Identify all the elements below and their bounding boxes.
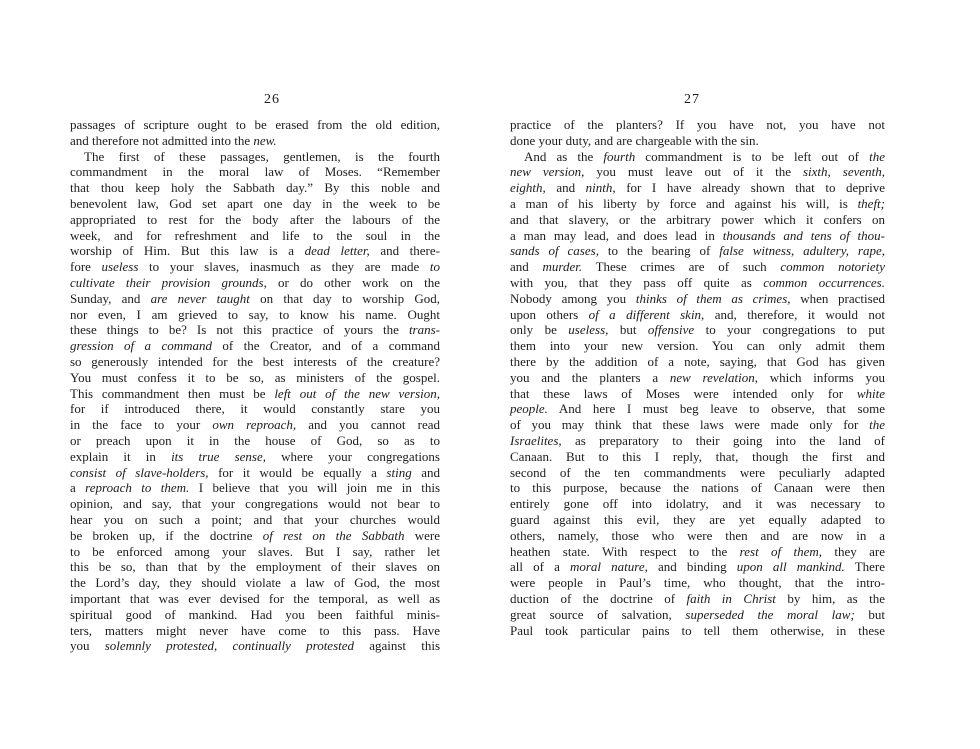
italic-text: thousands and tens of thou- xyxy=(722,227,885,243)
body-text: of the Creator, and of a command xyxy=(212,338,440,354)
italic-text: false witness, adultery, rape, xyxy=(719,243,885,259)
body-text: Paul took particular pains to tell them otherwise, in these xyxy=(510,622,885,638)
body-text: important that was ever devised for the temporal, as well as xyxy=(70,590,440,606)
body-text: to your slaves, inasmuch as they are made xyxy=(138,259,430,275)
text-line xyxy=(510,496,885,512)
text-line xyxy=(70,480,440,496)
body-text: The first of these passages, gentlemen, is the fourth xyxy=(84,148,440,164)
body-text: for if introduced there, it would constantly stare you xyxy=(70,401,440,417)
text-line xyxy=(510,386,885,402)
body-text: hear you on such a point; and that your churches would xyxy=(70,511,440,527)
text-line xyxy=(510,591,885,607)
text-line xyxy=(70,386,440,402)
text-line xyxy=(70,433,440,449)
body-text: ters, matters might never have come to this pass. Have xyxy=(70,622,440,638)
body-text: of you may think that these laws were made only for xyxy=(510,417,870,433)
italic-text: are never taught xyxy=(150,290,250,306)
body-text: were people in Paul’s time, who thought, that the intro- xyxy=(510,575,885,591)
body-text: explain it in xyxy=(70,448,172,464)
body-text: and xyxy=(510,259,543,275)
body-text: in the face to your xyxy=(70,417,213,433)
italic-text: of rest on the Sabbath xyxy=(262,527,405,543)
body-text: I believe that you will join me in this xyxy=(189,480,441,496)
text-line xyxy=(70,370,440,386)
text-line xyxy=(510,512,885,528)
body-text: but xyxy=(608,322,648,338)
body-text: or preach upon it in the house of God, so as to xyxy=(70,432,440,448)
body-text: And as the xyxy=(524,148,604,164)
body-text: when practised xyxy=(790,290,885,306)
body-text: to your congregations to put xyxy=(694,322,885,338)
italic-text: fourth xyxy=(603,148,636,164)
body-text: for it would be equally a xyxy=(208,464,387,480)
italic-text: white xyxy=(856,385,885,401)
text-line xyxy=(70,559,440,575)
body-text: and you cannot read xyxy=(296,417,440,433)
italic-text: of a different skin, xyxy=(588,306,705,322)
body-text: you must leave out of it the xyxy=(584,164,803,180)
body-text: on that day to worship God, xyxy=(249,290,440,306)
body-text: all of a xyxy=(510,559,570,575)
italic-text: common notoriety xyxy=(780,259,885,275)
italic-text: the xyxy=(869,148,885,164)
text-line xyxy=(70,338,440,354)
body-text: duction of the doctrine of xyxy=(510,590,687,606)
italic-text: to xyxy=(429,259,441,275)
text-line xyxy=(70,149,440,165)
body-text: opinion, and say, that your congregations would not bear to xyxy=(70,496,440,512)
text-line xyxy=(510,228,885,244)
text-line xyxy=(70,607,440,623)
page-text xyxy=(510,117,885,638)
text-line xyxy=(70,196,440,212)
text-line xyxy=(510,322,885,338)
body-text: that thou keep holy the Sabbath day.” By this noble and xyxy=(70,180,440,196)
text-line xyxy=(510,528,885,544)
text-line xyxy=(70,449,440,465)
body-text: and there- xyxy=(369,243,440,259)
italic-text: common occurrences. xyxy=(763,274,885,290)
text-line xyxy=(510,275,885,291)
page-number: 26 xyxy=(264,92,280,107)
italic-text: new version, xyxy=(510,164,585,180)
body-text: only be xyxy=(510,322,569,338)
text-line xyxy=(70,307,440,323)
body-text: great source of salvation, xyxy=(510,606,686,622)
text-line xyxy=(510,449,885,465)
body-text: upon others xyxy=(510,306,589,322)
italic-text: cultivate their provision grounds, xyxy=(70,274,267,290)
text-line xyxy=(510,433,885,449)
italic-text: eighth, xyxy=(510,180,546,196)
body-text: this be so, than that by the employment of their slaves on xyxy=(70,559,440,575)
text-line xyxy=(510,243,885,259)
italic-text: gression of a command xyxy=(70,338,212,354)
text-line xyxy=(70,623,440,639)
body-text: and xyxy=(545,180,586,196)
body-text: to the bearing of xyxy=(598,243,720,259)
text-line xyxy=(70,544,440,560)
body-text: done your duty, and are chargeable with the sin. xyxy=(510,132,759,148)
text-line xyxy=(510,117,885,133)
body-text: Sunday, and xyxy=(70,290,151,306)
body-text: to this purpose, because the nations of Canaan were then xyxy=(510,480,885,496)
text-line xyxy=(70,212,440,228)
text-line xyxy=(510,623,885,639)
body-text: against this xyxy=(354,638,441,654)
text-line xyxy=(510,417,885,433)
italic-text: sixth, seventh, xyxy=(802,164,885,180)
text-line xyxy=(70,512,440,528)
italic-text: rest of them, xyxy=(739,543,823,559)
body-text: commandment in the moral law of Moses. “Remember xyxy=(70,164,440,180)
italic-text: useless xyxy=(101,259,139,275)
body-text: and binding xyxy=(647,559,737,575)
text-line xyxy=(510,559,885,575)
italic-text: reproach to them. xyxy=(85,480,190,496)
italic-text: its true sense, xyxy=(171,448,267,464)
text-line xyxy=(510,401,885,417)
italic-text: sands of cases, xyxy=(510,243,599,259)
body-text: the Lord’s day, they should violate a law of God, the most xyxy=(70,575,440,591)
italic-text: trans- xyxy=(408,322,440,338)
body-text: a man of his liberty by force and against his will, is xyxy=(510,195,858,211)
text-line xyxy=(510,259,885,275)
body-text: week, and for refreshment and life to the soul in the xyxy=(70,227,440,243)
italic-text: own reproach, xyxy=(212,417,297,433)
text-line xyxy=(70,228,440,244)
italic-text: new revelation, xyxy=(669,369,759,385)
body-text: a xyxy=(70,480,86,496)
body-text: heathen state. With respect to the xyxy=(510,543,740,559)
body-text: fore xyxy=(70,259,102,275)
text-line xyxy=(510,465,885,481)
body-text: You must confess it to be so, as ministers of the gospel. xyxy=(70,369,440,385)
text-line xyxy=(510,133,885,149)
italic-text: ninth, xyxy=(585,180,616,196)
body-text: and therefore not admitted into the xyxy=(70,132,254,148)
italic-text: sting xyxy=(386,464,412,480)
body-text: Canaan. But to this I reply, that, though the first and xyxy=(510,448,885,464)
text-line xyxy=(70,417,440,433)
text-line xyxy=(70,117,440,133)
italic-text: the xyxy=(869,417,885,433)
body-text: and xyxy=(411,464,440,480)
body-text: these things to be? Is not this practice of yours the xyxy=(70,322,409,338)
italic-text: useless, xyxy=(568,322,609,338)
text-line xyxy=(510,180,885,196)
body-text: and that slavery, or the arbitrary power which it confers on xyxy=(510,211,885,227)
body-text: and, therefore, it would not xyxy=(704,306,885,322)
text-line xyxy=(510,338,885,354)
text-line xyxy=(510,575,885,591)
body-text: second of the ten commandments were peculiarly adapted xyxy=(510,464,885,480)
body-text: practice of the planters? If you have not, you have not xyxy=(510,117,885,132)
body-text: a man may lead, and does lead in xyxy=(510,227,723,243)
text-line xyxy=(510,307,885,323)
text-line xyxy=(70,496,440,512)
text-line xyxy=(70,322,440,338)
text-line xyxy=(510,480,885,496)
text-line xyxy=(70,243,440,259)
body-text: with you, that they pass off quite as xyxy=(510,274,764,290)
italic-text: moral nature, xyxy=(569,559,648,575)
body-text: but xyxy=(854,606,886,622)
text-line xyxy=(510,149,885,165)
body-text: you xyxy=(70,638,105,654)
italic-text: faith in Christ xyxy=(686,590,776,606)
italic-text: theft; xyxy=(857,195,885,211)
body-text: were xyxy=(404,527,441,543)
italic-text: Israelites, xyxy=(510,432,562,448)
italic-text: thinks of them as crimes, xyxy=(635,290,791,306)
body-text: commandment is to be left out of xyxy=(635,148,870,164)
text-line xyxy=(70,275,440,291)
text-line xyxy=(70,133,440,149)
text-line xyxy=(510,212,885,228)
italic-text: superseded the moral law; xyxy=(685,606,855,622)
body-text: passages of scripture ought to be erased from the old edition, xyxy=(70,117,440,132)
italic-text: people. xyxy=(510,401,548,417)
text-line xyxy=(70,164,440,180)
page-text xyxy=(70,117,440,654)
text-line xyxy=(510,354,885,370)
body-text: worship of Him. But this law is a xyxy=(70,243,305,259)
text-line xyxy=(510,544,885,560)
text-line xyxy=(70,638,440,654)
body-text: guard against this evil, they are yet equally adapted to xyxy=(510,511,885,527)
body-text: There xyxy=(844,559,886,575)
text-line xyxy=(70,575,440,591)
text-line xyxy=(510,370,885,386)
body-text: that these laws of Moses were intended only for xyxy=(510,385,857,401)
text-line xyxy=(70,180,440,196)
text-line xyxy=(70,259,440,275)
text-line xyxy=(70,591,440,607)
body-text: where your congregations xyxy=(266,448,440,464)
italic-text: solemnly protested, continually protested xyxy=(104,638,355,654)
body-text: for I have already shown that to deprive xyxy=(615,180,885,196)
body-text: them into your new version. You can only admit them xyxy=(510,338,885,354)
italic-text: offensive xyxy=(647,322,695,338)
text-line xyxy=(510,164,885,180)
italic-text: new. xyxy=(253,132,277,148)
italic-text: upon all mankind. xyxy=(736,559,845,575)
body-text: nor even, I am grieved to say, to know his name. Ought xyxy=(70,306,440,322)
text-line xyxy=(510,607,885,623)
body-text: there by the addition of a note, saying, that God has given xyxy=(510,353,885,369)
text-line xyxy=(70,465,440,481)
body-text: benevolent law, God set apart one day in the week to be xyxy=(70,195,440,211)
body-text: they are xyxy=(822,543,885,559)
body-text: And here I must beg leave to observe, that some xyxy=(547,401,885,417)
body-text: you and the planters a xyxy=(510,369,670,385)
body-text: Nobody among you xyxy=(510,290,636,306)
body-text: to be enforced among your slaves. But I say, rather let xyxy=(70,543,440,559)
italic-text: left out of the new version, xyxy=(274,385,440,401)
body-text: This commandment then must be xyxy=(70,385,275,401)
text-line xyxy=(510,291,885,307)
body-text: which informs you xyxy=(758,369,885,385)
italic-text: dead letter, xyxy=(304,243,370,259)
body-text: by him, as the xyxy=(775,590,885,606)
body-text: or do other work on the xyxy=(266,274,441,290)
text-line xyxy=(70,354,440,370)
body-text: be broken up, if the doctrine xyxy=(70,527,263,543)
body-text: These crimes are of such xyxy=(582,259,781,275)
italic-text: murder. xyxy=(542,259,583,275)
body-text: entirely gone off into idolatry, and it was necessary to xyxy=(510,496,885,512)
body-text: spiritual good of mankind. Had you been faithful minis- xyxy=(70,606,440,622)
body-text: others, namely, those who were then and are now in a xyxy=(510,527,885,543)
body-text: as preparatory to their going into the land of xyxy=(561,432,885,448)
body-text: appropriated to rest for the body after the labours of the xyxy=(70,211,440,227)
text-line xyxy=(70,528,440,544)
body-text: so generously intended for the best interests of the creature? xyxy=(70,353,440,369)
text-line xyxy=(70,401,440,417)
italic-text: consist of slave-holders, xyxy=(70,464,209,480)
text-line xyxy=(510,196,885,212)
page-number: 27 xyxy=(684,92,700,107)
text-line xyxy=(70,291,440,307)
